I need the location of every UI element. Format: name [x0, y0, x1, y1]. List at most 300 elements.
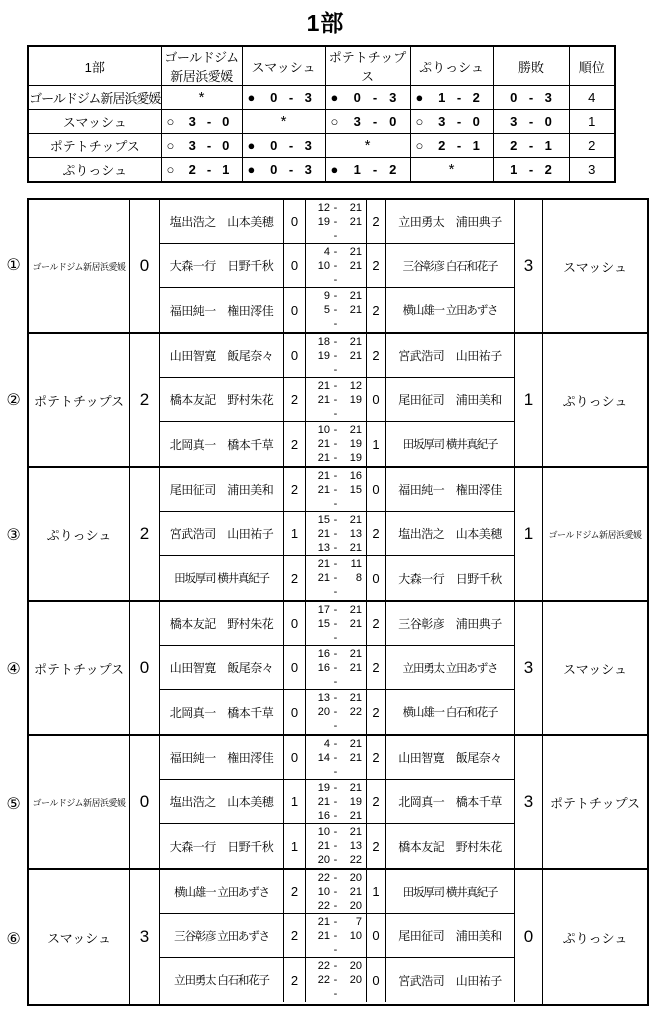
left-score: 21 [317, 929, 330, 942]
score-left: 3 [438, 114, 446, 129]
left-score: 20 [317, 854, 330, 866]
right-pair-games-won: 2 [367, 824, 386, 868]
record-losses: 1 [544, 138, 552, 153]
score-dash: - [333, 988, 338, 1000]
league-header-team-1: スマッシュ [242, 46, 325, 86]
game-score-line [306, 437, 366, 451]
right-score: 20 [349, 899, 362, 912]
score-dash: - [333, 603, 338, 616]
left-score: 13 [317, 541, 330, 554]
game-score-line [306, 915, 366, 929]
game-score-line [306, 585, 366, 599]
left-score: 10 [317, 259, 330, 272]
score-dash: - [333, 572, 338, 584]
score-dash: - [333, 215, 338, 228]
right-pair-games-won: 0 [367, 468, 386, 511]
record-wins: 0 [510, 90, 518, 105]
left-score: 22 [317, 960, 330, 972]
league-rank-cell: 1 [569, 110, 615, 134]
left-score: 13 [317, 692, 330, 704]
score-right: 3 [304, 162, 312, 177]
league-result-cell: ● 0 - 3 [242, 134, 325, 158]
left-pair-names: 横山雄一 立田あずさ [160, 870, 284, 913]
score-dash: - [333, 527, 338, 540]
score-dash: - [333, 452, 338, 464]
game-scores [306, 556, 367, 600]
match-number: ④ [6, 661, 21, 679]
left-team-total: 0 [130, 736, 160, 868]
game-score-line [306, 201, 366, 215]
pair-row [160, 736, 515, 780]
right-score: 21 [349, 201, 362, 214]
record-wins: 3 [510, 114, 518, 129]
match-number: ① [6, 257, 21, 275]
league-result-cell: ● 0 - 3 [242, 158, 325, 183]
league-row [28, 86, 615, 110]
game-score-line [306, 959, 366, 973]
win-loss-mark: ● [247, 138, 256, 153]
right-pair-names: 北岡真一 橋本千草 [386, 780, 515, 823]
right-pair-names: 宮武浩司 山田祐子 [386, 958, 515, 1002]
left-score: 19 [317, 349, 330, 362]
left-team-name: ポテトチップス [29, 602, 130, 734]
league-record-header: 勝敗 [493, 46, 569, 86]
left-score: 9 [323, 290, 330, 302]
record-losses: 2 [544, 162, 552, 177]
left-pair-games-won: 0 [284, 288, 306, 332]
right-pair-names: 田坂厚司 横井真紀子 [386, 870, 515, 913]
league-result-cell: ○ 2 - 1 [410, 134, 493, 158]
left-pair-names: 塩出浩之 山本美穂 [160, 200, 284, 243]
right-team-total: 1 [515, 334, 543, 466]
left-pair-names: 宮武浩司 山田祐子 [160, 512, 284, 555]
right-score: 21 [349, 647, 362, 660]
left-pair-games-won: 2 [284, 378, 306, 421]
game-score-line [306, 423, 366, 437]
game-score-line [306, 675, 366, 689]
right-score: 21 [349, 751, 362, 764]
match-block [29, 602, 647, 736]
left-score: 4 [323, 245, 330, 258]
game-score-line [306, 943, 366, 957]
game-score-line [306, 451, 366, 465]
right-score: 21 [349, 349, 362, 362]
pair-rows [160, 468, 515, 600]
game-score-line [306, 349, 366, 363]
right-pair-games-won: 0 [367, 556, 386, 600]
game-scores [306, 334, 367, 377]
left-score: 21 [317, 558, 330, 570]
pair-row [160, 200, 515, 244]
game-score-line [306, 215, 366, 229]
league-header-team-2: ポテトチップス [325, 46, 410, 86]
league-team-name: ぷりっシュ [28, 158, 161, 183]
right-pair-games-won: 0 [367, 378, 386, 421]
game-score-line [306, 631, 366, 645]
score-dash: - [333, 259, 338, 272]
left-pair-names: 橋本友記 野村朱花 [160, 378, 284, 421]
score-dash: - [333, 229, 338, 242]
score-dash: - [333, 469, 338, 482]
right-pair-names: 福田純一 権田澪佳 [386, 468, 515, 511]
left-pair-names: 尾田征司 浦田美和 [160, 468, 284, 511]
score-dash: - [333, 304, 338, 316]
left-score: 14 [317, 751, 330, 764]
left-score: 21 [317, 572, 330, 584]
score-dash: - [333, 871, 338, 884]
pair-row [160, 334, 515, 378]
game-scores [306, 958, 367, 1002]
pair-row [160, 422, 515, 466]
right-score: 19 [349, 452, 362, 464]
score-dash: - [333, 840, 338, 852]
score-dash: - [333, 854, 338, 866]
left-pair-games-won: 2 [284, 870, 306, 913]
league-row [28, 134, 615, 158]
right-pair-games-won: 2 [367, 602, 386, 645]
left-pair-games-won: 2 [284, 422, 306, 466]
left-score: 4 [323, 737, 330, 750]
right-score: 19 [349, 438, 362, 450]
game-scores [306, 602, 367, 645]
score-left: 0 [270, 90, 278, 105]
right-score: 20 [349, 960, 362, 972]
left-score: 10 [317, 424, 330, 436]
game-scores [306, 780, 367, 823]
game-score-line [306, 647, 366, 661]
right-team-total: 1 [515, 468, 543, 600]
score-left: 0 [353, 90, 361, 105]
left-score: 16 [317, 647, 330, 660]
score-left: 3 [353, 114, 361, 129]
left-pair-names: 福田純一 権田澪佳 [160, 736, 284, 779]
left-score: 20 [317, 706, 330, 718]
score-dash: - [333, 751, 338, 764]
right-team-name: ぷりっシュ [562, 393, 628, 409]
score-dash: - [333, 720, 338, 732]
score-dash: - [333, 617, 338, 630]
left-pair-names: 大森一行 日野千秋 [160, 244, 284, 287]
league-team-name: ポテトチップス [28, 134, 161, 158]
score-left: 3 [188, 114, 196, 129]
right-team-total: 3 [515, 200, 543, 332]
league-result-cell [242, 110, 325, 134]
score-dash: - [333, 943, 338, 956]
left-score: 10 [317, 826, 330, 838]
score-right: 3 [304, 138, 312, 153]
right-score: 13 [349, 840, 362, 852]
pair-rows [160, 334, 515, 466]
self-cell-asterisk: * [280, 113, 287, 130]
left-score: 21 [317, 438, 330, 450]
right-score: 22 [349, 706, 362, 718]
score-dash: - [333, 335, 338, 348]
game-scores [306, 646, 367, 689]
left-team-name: スマッシュ [29, 870, 130, 1004]
league-result-cell: ● 0 - 3 [325, 86, 410, 110]
score-dash: - [333, 245, 338, 258]
pair-row [160, 646, 515, 690]
right-team-total: 3 [515, 602, 543, 734]
left-pair-games-won: 0 [284, 736, 306, 779]
left-pair-games-won: 2 [284, 556, 306, 600]
right-score: 22 [349, 854, 362, 866]
left-score: 15 [317, 617, 330, 630]
league-record-cell: 2 - 1 [493, 134, 569, 158]
score-dash: - [333, 809, 338, 822]
game-scores [306, 200, 367, 243]
record-wins: 1 [510, 162, 518, 177]
right-score: 21 [349, 826, 362, 838]
game-score-line [306, 303, 366, 317]
right-team-name: スマッシュ [563, 661, 627, 677]
game-score-line [306, 245, 366, 259]
left-pair-names: 田坂厚司 横井真紀子 [160, 556, 284, 600]
right-score: 21 [349, 737, 362, 750]
game-score-line [306, 899, 366, 913]
right-pair-games-won: 1 [367, 870, 386, 913]
score-dash: - [333, 290, 338, 302]
right-score: 10 [349, 929, 362, 942]
right-score: 21 [349, 617, 362, 630]
win-loss-mark: ● [415, 90, 424, 105]
league-header-row [28, 46, 615, 86]
right-pair-games-won: 0 [367, 958, 386, 1002]
score-dash: - [333, 363, 338, 376]
right-team-total: 3 [515, 736, 543, 868]
left-score: 10 [317, 885, 330, 898]
record-losses: 3 [544, 90, 552, 105]
league-result-cell: ● 0 - 3 [242, 86, 325, 110]
score-right: 2 [389, 162, 397, 177]
game-score-line [306, 809, 366, 823]
left-pair-names: 大森一行 日野千秋 [160, 824, 284, 868]
right-score: 21 [349, 885, 362, 898]
right-pair-names: 宮武浩司 山田祐子 [386, 334, 515, 377]
win-loss-mark: ○ [415, 138, 424, 153]
score-right: 1 [222, 162, 230, 177]
left-pair-games-won: 0 [284, 244, 306, 287]
pair-row [160, 468, 515, 512]
self-cell-asterisk: * [448, 161, 455, 178]
left-pair-names: 山田智寛 飯尾奈々 [160, 334, 284, 377]
league-result-cell: ● 1 - 2 [410, 86, 493, 110]
game-score-line [306, 317, 366, 331]
game-score-line [306, 527, 366, 541]
right-pair-names: 立田勇太 立田あずさ [386, 646, 515, 689]
league-rank-cell: 3 [569, 158, 615, 183]
right-team-name: スマッシュ [563, 259, 627, 275]
score-dash: - [333, 586, 338, 598]
score-right: 3 [304, 90, 312, 105]
left-pair-names: 北岡真一 橋本千草 [160, 422, 284, 466]
right-pair-games-won: 1 [367, 422, 386, 466]
right-team-name: ポテトチップス [549, 795, 641, 811]
game-score-line [306, 483, 366, 497]
left-pair-games-won: 2 [284, 914, 306, 957]
game-score-line [306, 825, 366, 839]
game-score-line [306, 751, 366, 765]
win-loss-mark: ● [330, 162, 339, 177]
league-result-cell: ○ 3 - 0 [161, 110, 242, 134]
left-score: 22 [317, 974, 330, 986]
left-pair-games-won: 2 [284, 468, 306, 511]
game-score-line [306, 737, 366, 751]
pair-row [160, 780, 515, 824]
game-score-line [306, 691, 366, 705]
game-score-line [306, 513, 366, 527]
league-result-cell: ○ 3 - 0 [410, 110, 493, 134]
game-score-line [306, 795, 366, 809]
game-scores [306, 244, 367, 287]
right-pair-names: 田坂厚司 横井真紀子 [386, 422, 515, 466]
league-result-cell [325, 134, 410, 158]
right-score: 21 [349, 692, 362, 704]
self-cell-asterisk: * [198, 89, 205, 106]
league-record-cell: 3 - 0 [493, 110, 569, 134]
right-pair-games-won: 2 [367, 334, 386, 377]
win-loss-mark: ○ [415, 114, 424, 129]
page-title: 1部 [306, 10, 345, 36]
game-score-line [306, 273, 366, 287]
left-pair-games-won: 0 [284, 690, 306, 734]
game-score-line [306, 871, 366, 885]
right-score: 21 [349, 215, 362, 228]
league-result-cell [161, 86, 242, 110]
left-score: 19 [317, 215, 330, 228]
game-score-line [306, 289, 366, 303]
score-dash: - [333, 675, 338, 688]
league-corner-header: 1部 [28, 46, 161, 86]
game-score-line [306, 571, 366, 585]
left-pair-games-won: 1 [284, 780, 306, 823]
right-score: 20 [349, 871, 362, 884]
left-score: 21 [317, 452, 330, 464]
match-block [29, 334, 647, 468]
match-number: ⑤ [6, 795, 21, 813]
game-score-line [306, 987, 366, 1001]
right-score: 21 [349, 335, 362, 348]
game-scores [306, 914, 367, 957]
right-score: 21 [349, 290, 362, 302]
league-result-cell: ● 1 - 2 [325, 158, 410, 183]
game-score-line [306, 335, 366, 349]
game-score-line [306, 469, 366, 483]
score-dash: - [333, 379, 338, 392]
game-score-line [306, 617, 366, 631]
score-dash: - [333, 631, 338, 644]
win-loss-mark: ○ [330, 114, 339, 129]
match-section [0, 198, 651, 1006]
left-pair-games-won: 0 [284, 602, 306, 645]
right-team-name: ぷりっシュ [562, 930, 628, 946]
right-pair-names: 立田勇太 浦田典子 [386, 200, 515, 243]
record-losses: 0 [544, 114, 552, 129]
left-score: 16 [317, 661, 330, 674]
left-score: 16 [317, 809, 330, 822]
self-cell-asterisk: * [364, 137, 371, 154]
score-dash: - [333, 513, 338, 526]
left-pair-games-won: 1 [284, 512, 306, 555]
game-score-line [306, 541, 366, 555]
right-pair-games-won: 2 [367, 512, 386, 555]
league-result-cell: ○ 2 - 1 [161, 158, 242, 183]
right-score: 21 [349, 661, 362, 674]
score-dash: - [333, 706, 338, 718]
right-pair-names: 三谷彰彦 白石和花子 [386, 244, 515, 287]
left-pair-names: 山田智寛 飯尾奈々 [160, 646, 284, 689]
right-score: 15 [349, 483, 362, 496]
left-pair-games-won: 0 [284, 200, 306, 243]
left-pair-games-won: 0 [284, 646, 306, 689]
pair-rows [160, 736, 515, 868]
league-team-name: ゴールドジム新居浜愛媛 [28, 86, 161, 110]
left-score: 18 [317, 335, 330, 348]
game-score-line [306, 705, 366, 719]
score-left: 2 [438, 138, 446, 153]
left-pair-names: 北岡真一 橋本千草 [160, 690, 284, 734]
league-result-cell: ○ 3 - 0 [325, 110, 410, 134]
pair-row [160, 870, 515, 914]
match-number-column [0, 198, 27, 1006]
right-score: 13 [349, 527, 362, 540]
right-score: 21 [349, 513, 362, 526]
left-team-total: 0 [130, 602, 160, 734]
pair-row [160, 556, 515, 600]
left-pair-names: 三谷彰彦 立田あずさ [160, 914, 284, 957]
left-score: 15 [317, 513, 330, 526]
game-scores [306, 468, 367, 511]
left-score: 21 [317, 379, 330, 392]
win-loss-mark: ● [330, 90, 339, 105]
game-score-line [306, 839, 366, 853]
pair-row [160, 244, 515, 288]
match-number: ② [6, 391, 21, 409]
left-pair-names: 橋本友記 野村朱花 [160, 602, 284, 645]
left-pair-names: 塩出浩之 山本美穂 [160, 780, 284, 823]
league-row [28, 110, 615, 134]
match-number: ③ [6, 526, 21, 544]
score-right: 3 [389, 90, 397, 105]
left-score: 12 [317, 201, 330, 214]
right-score: 21 [349, 259, 362, 272]
left-pair-names: 立田勇太 白石和花子 [160, 958, 284, 1002]
score-dash: - [333, 393, 338, 406]
left-score: 22 [317, 871, 330, 884]
game-score-line [306, 259, 366, 273]
score-right: 0 [222, 114, 230, 129]
right-pair-games-won: 2 [367, 288, 386, 332]
score-dash: - [333, 960, 338, 972]
score-right: 0 [472, 114, 480, 129]
left-score: 21 [317, 915, 330, 928]
league-result-cell [410, 158, 493, 183]
match-number: ⑥ [6, 930, 21, 948]
left-pair-games-won: 1 [284, 824, 306, 868]
game-score-line [306, 393, 366, 407]
game-score-line [306, 853, 366, 867]
right-pair-names: 尾田征司 浦田美和 [386, 914, 515, 957]
game-score-line [306, 557, 366, 571]
score-right: 1 [472, 138, 480, 153]
right-pair-games-won: 2 [367, 780, 386, 823]
left-pair-games-won: 0 [284, 334, 306, 377]
game-score-line [306, 379, 366, 393]
pair-row [160, 512, 515, 556]
score-left: 3 [188, 138, 196, 153]
right-pair-games-won: 2 [367, 736, 386, 779]
score-dash: - [333, 349, 338, 362]
